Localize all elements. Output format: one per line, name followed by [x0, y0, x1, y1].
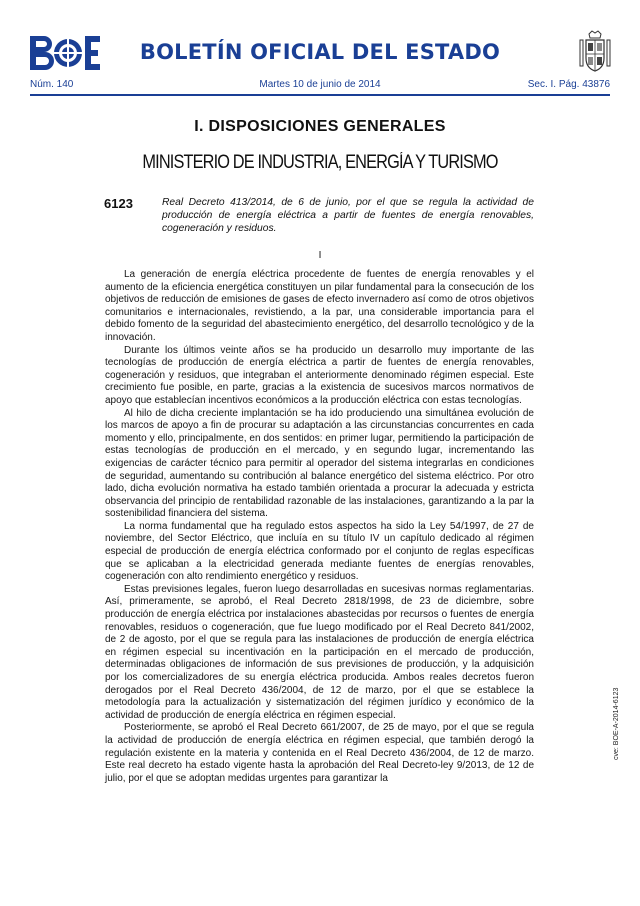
paragraph: Posteriormente, se aprobó el Real Decreto 661/2007, de 25 de mayo, por el que se regula la actividad de producción de energía eléctrica en régimen especial, que también derogó la regulación existente en la materia y contenida en el Real Decreto 436/2004, de 12 de marzo. Este real decreto ha estado vigente hasta la aprobación del Real Decreto-ley 9/2013, de 12 de julio, por el que se adoptan medidas urgentes para garantizar la — [105, 722, 534, 784]
chapter-numeral: I — [318, 250, 322, 261]
disposition-number: 6123 — [104, 196, 133, 211]
issue-date: Martes 10 de junio de 2014 — [259, 79, 381, 90]
paragraph: Estas previsiones legales, fueron luego desarrolladas en sucesivas normas reglamentarias. Así, primeramente, se aprobó, el Real Decreto 2818/1998, de 23 de diciembre, sobre producción de energía eléctrica por instalaciones abastecidas por recursos o fuentes de energía renovables, residuos o cogeneración, que fue luego modificado por el Real Decreto 841/2002, de 2 de agosto, por el que se regula para las instalaciones de producción de energía eléctrica en régimen especial su incentivación en la participación en el mercado de producción, determinadas obligaciones de información de sus previsiones de producción, y la adquisición por los comercializadores de su energía eléctrica producida. Ambos reales decretos fueron derogados por el Real Decreto 436/2004, de 12 de marzo, por el que se establece la metodología para la actualización y sistematización del régimen jurídico y económico de la actividad de producción de energía eléctrica en régimen especial. — [105, 583, 534, 721]
boe-logo — [30, 36, 100, 70]
coat-of-arms-icon — [578, 30, 612, 74]
issue-number: Núm. 140 — [30, 79, 74, 90]
disposition-title: Real Decreto 413/2014, de 6 de junio, por el que se regula la actividad de producción de energía eléctrica a partir de fuentes de energía renovables, cogeneración y residuos. — [162, 197, 534, 234]
cve-identifier: cve: BOE-A-2014-6123 — [613, 687, 620, 760]
paragraph: La norma fundamental que ha regulado estos aspectos ha sido la Ley 54/1997, de 27 de noviembre, del Sector Eléctrico, que incluía en su título IV un capítulo dedicado al régimen especial de producción de energía eléctrica conformado por el conjunto de reglas específicas que se aplicaban a la electricidad generada mediante fuentes de energías renovables, cogeneración con alto rendimiento energético y residuos. — [105, 520, 534, 583]
issue-meta-row — [30, 79, 610, 93]
paragraph: Durante los últimos veinte años se ha producido un desarrollo muy importante de las tecnologías de producción de energía eléctrica a partir de fuentes de energía renovables, cogeneración y residuos, que integraban el anteriormente denominado régimen especial. Este crecimiento fue posible, en parte, gracias a la existencia de sucesivos marcos normativos de apoyo que establecían incentivos económicos a la producción eléctrica con estas tecnologías. — [105, 344, 534, 406]
section-page: Sec. I. Pág. 43876 — [527, 79, 610, 90]
masthead-title: BOLETÍN OFICIAL DEL ESTADO — [139, 40, 501, 64]
paragraph: La generación de energía eléctrica procedente de fuentes de energía renovables y el aumento de la eficiencia energética constituyen un pilar fundamental para la consecución de los objetivos de reducción de emisiones de gases de efecto invernadero así como de otros objetivos comunitarios e internacionales, revistiendo, a la par, una considerable importancia para el debido fomento de la seguridad del abastecimiento energético, del desarrollo tecnológico y de la innovación. — [105, 269, 534, 343]
header-rule — [30, 94, 610, 96]
paragraph: Al hilo de dicha creciente implantación se ha ido produciendo una simultánea evolución de los marcos de apoyo a fin de procurar su adaptación a las circunstancias concurrentes en cada momento y ello, principalmente, en dos sentidos: en primer lugar, permitiendo la participación de estas tecnologías de producción en el mercado, y en segundo lugar, incrementando las exigencias de carácter técnico para permitir al operador del sistema integrarlas en condiciones de seguridad, aumentando su contribución al balance energético del sistema eléctrico. Por otro lado, dicha evolución normativa ha estado también orientada a procurar la adecuada y estricta observancia del principio de rentabilidad razonable de las instalaciones, garantizando a la par la sostenibilidad financiera del sistema. — [105, 407, 534, 520]
ministry-name: MINISTERIO DE INDUSTRIA, ENERGÍA Y TURISMO — [142, 152, 498, 173]
body-text — [105, 269, 534, 785]
section-title: I. DISPOSICIONES GENERALES — [194, 118, 446, 135]
